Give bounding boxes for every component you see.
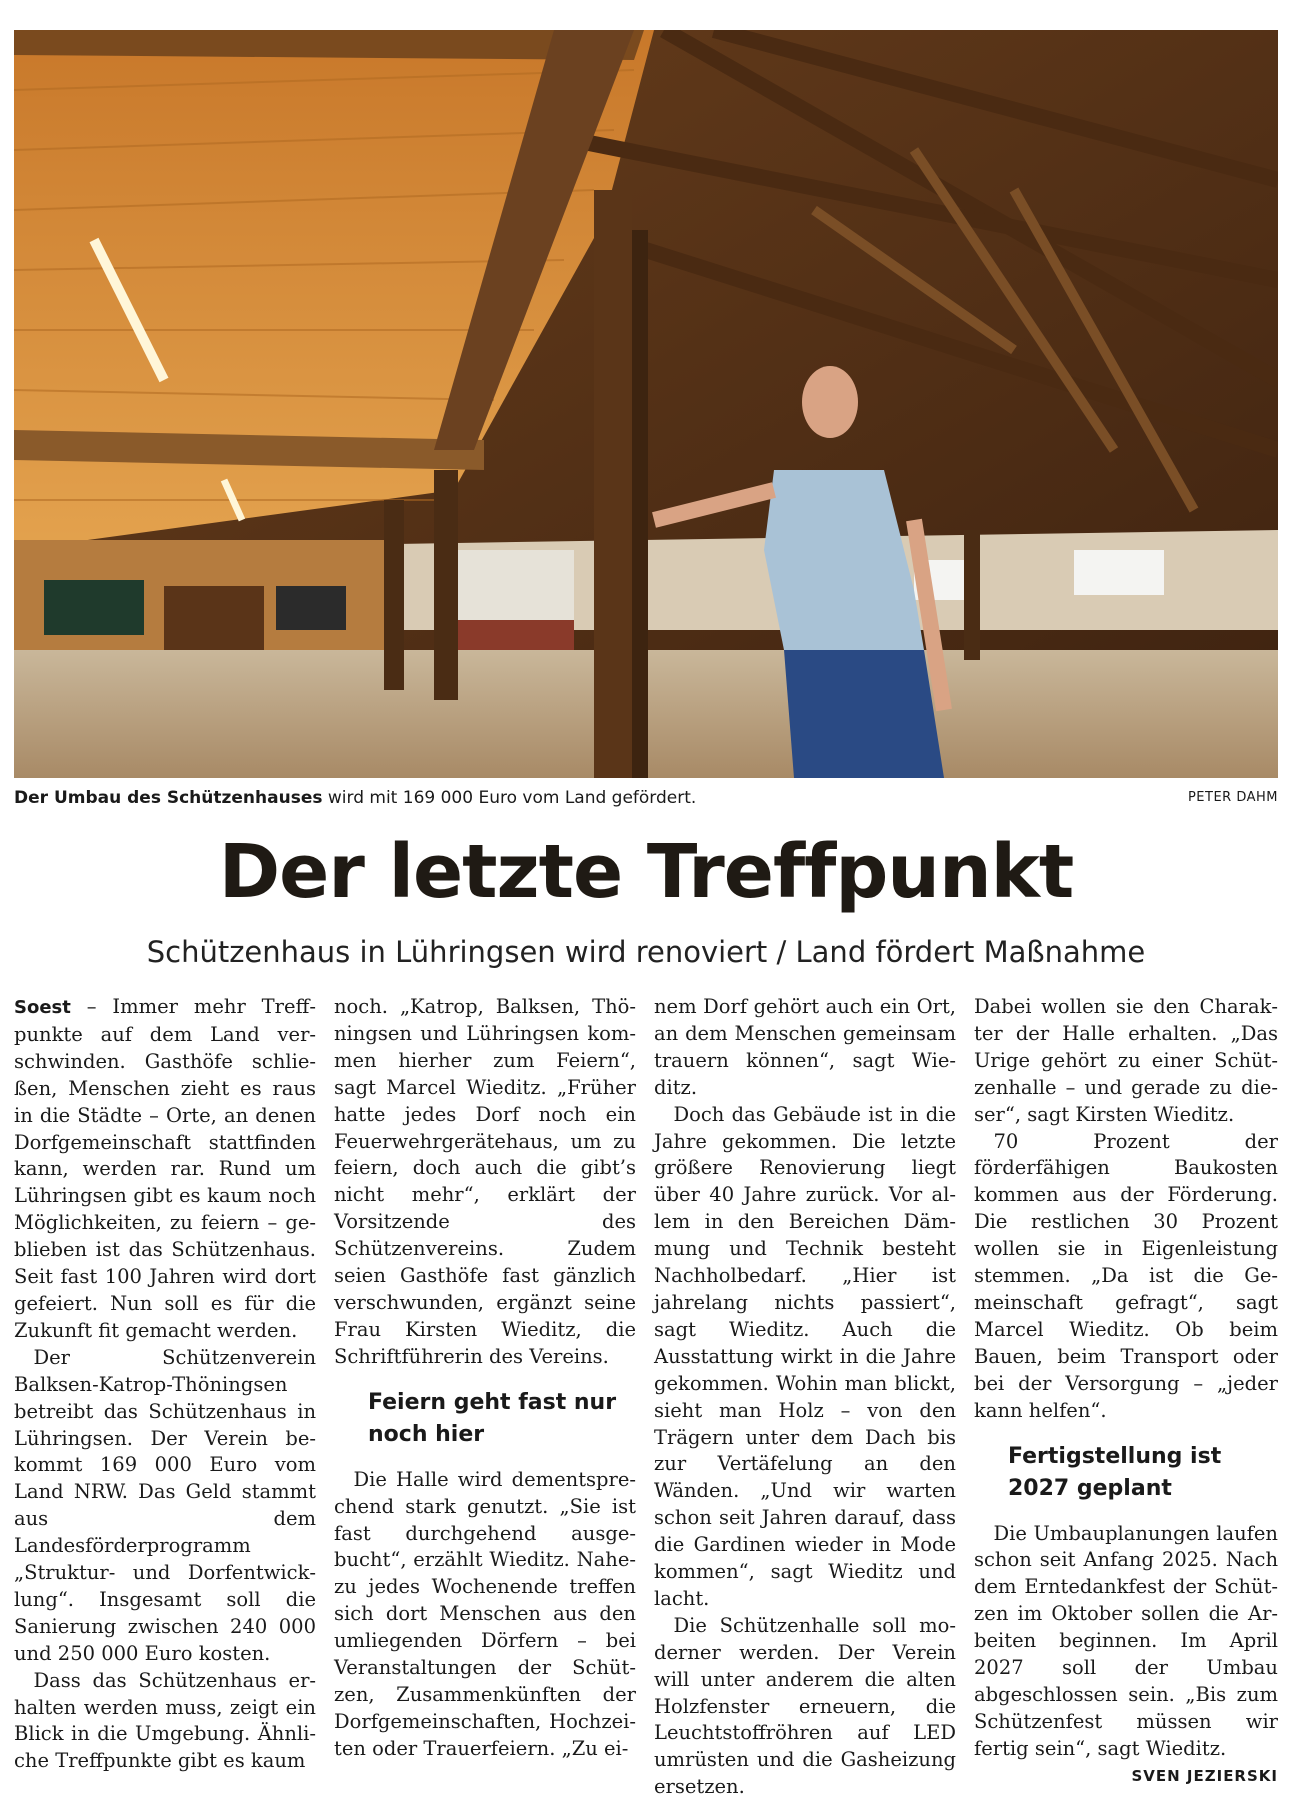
paragraph: Dabei wollen sie den Charakter der Halle erhalten. „Das Urige gehört zu einer Schützenhalle – und gerade zu dieser“, sagt Kirsten Wieditz. xyxy=(974,995,1278,1126)
caption-text: wird mit 169 000 Euro vom Land gefördert. xyxy=(322,788,697,808)
paragraph: nem Dorf gehört auch ein Ort, an dem Menschen gemeinsam trauern können“, sagt Wieditz. xyxy=(654,995,956,1099)
paragraph: Der Schützenverein Balksen-Katrop-Thöningsen betreibt das Schützenhaus in Lühringsen. Der Verein bekommt 169 000 Euro vom Land NRW. Das Geld stammt aus dem Landesförderprogramm „Struktur- und Dorfentwicklung“. Insgesamt soll die Sanierung zwischen 240 000 und 250 000 Euro kosten. xyxy=(14,1345,316,1665)
photo-icon xyxy=(14,30,1278,778)
paragraph: noch. „Katrop, Balksen, Thöningsen und Lühringsen kommen hierher zum Feiern“, sagt Marcel Wieditz. „Früher hatte jedes Dorf noch ein Feuerwehrgerätehaus, um zu feiern, doch auch die gibt’s nicht mehr“, erklärt der Vorsitzende des Schützenvereins. Zudem seien Gasthöfe fast gänzlich verschwunden, ergänzt seine Frau Kirsten Wieditz, die Schriftführerin des Vereins. xyxy=(334,995,636,1368)
paragraph: Dass das Schützenhaus erhalten werden muss, zeigt ein Blick in die Umgebung. Ähnliche Treffpunkte gibt es kaum xyxy=(14,1668,316,1773)
paragraph: Soest – Immer mehr Treffpunkte auf dem Land verschwinden. Gasthöfe schließen, Menschen zieht es raus in die Städte – Orte, an denen Dorfgemeinschaft stattfinden kann, werden rar. Rund um Lühringsen gibt es kaum noch Möglichkeiten, zu feiern – geblieben ist das Schützenhaus. Seit fast 100 Jahren wird dort gefeiert. Nun soll es für die Zukunft fit gemacht werden. xyxy=(14,995,316,1342)
paragraph: Die Halle wird dementsprechend stark genutzt. „Sie ist fast durchgehend ausgebucht“, erzählt Wieditz. Nahezu jedes Wochenende treffen sich dort Menschen aus den umliegenden Dörfern – bei Veranstaltungen der Schützen, Zusammenkünften der Dorfgemeinschaften, Hochzeiten oder Trauerfeiern. „Zu ei- xyxy=(334,1467,636,1760)
caption-lead: Der Umbau des Schützenhauses xyxy=(14,788,323,808)
paragraph: Doch das Gebäude ist in die Jahre gekommen. Die letzte größere Renovierung liegt über 40 Jahre zurück. Vor allem in den Bereichen Dämmung und Technik besteht Nachholbedarf. „Hier ist jahrelang nichts passiert“, sagt Wieditz. Auch die Ausstattung wirkt in die Jahre gekommen. Wohin man blickt, sieht man Holz – von den Trägern unter dem Dach bis zur Vertäfelung an den Wänden. „Und wir warten schon seit Jahren darauf, dass die Gardinen wieder in Mode kommen“, sagt Wieditz und lacht. xyxy=(654,1102,956,1610)
section-heading: Fertigstellung ist 2027 geplant xyxy=(1008,1443,1222,1501)
paragraph: 70 Prozent der förderfähigen Baukosten kommen aus der Förderung. Die restlichen 30 Prozent wollen sie in Eigenleistung stemmen. „Da ist die Gemeinschaft gefragt“, sagt Marcel Wieditz. Ob beim Bauen, beim Transport oder bei der Versorgung – „jeder kann helfen“. xyxy=(974,1129,1278,1422)
photo-credit: PETER DAHM xyxy=(1187,790,1278,805)
dateline: Soest xyxy=(14,997,71,1018)
paragraph: Die Schützenhalle soll moderner werden. Der Verein will unter anderem die alten Holzfenster erneuern, die Leuchtstoffröhren auf LED umrüsten und die Gasheizung ersetzen. xyxy=(654,1613,956,1799)
article-column-4 xyxy=(974,994,1278,1790)
photo-caption xyxy=(14,786,1278,810)
article-column-2 xyxy=(334,994,636,1763)
article-photo xyxy=(14,30,1278,778)
article-column-3 xyxy=(654,994,956,1801)
subheadline: Schützenhaus in Lühringsen wird renoviert / Land fördert Maßnahme xyxy=(146,935,1146,969)
section-heading: Feiern geht fast nur noch hier xyxy=(368,1389,617,1447)
paragraph: Die Umbauplanungen laufen schon seit Anfang 2025. Nach dem Erntedankfest der Schützen im Oktober sollen die Arbeiten beginnen. Im April 2027 soll der Umbau abgeschlossen sein. „Bis zum Schützenfest müssen wir fertig sein“, sagt Wieditz. SVEN JEZIERSKI xyxy=(974,1521,1278,1763)
author-byline: SVEN JEZIERSKI xyxy=(1131,1766,1278,1785)
article-column-1 xyxy=(14,994,316,1775)
headline: Der letzte Treffpunkt xyxy=(218,829,1074,915)
